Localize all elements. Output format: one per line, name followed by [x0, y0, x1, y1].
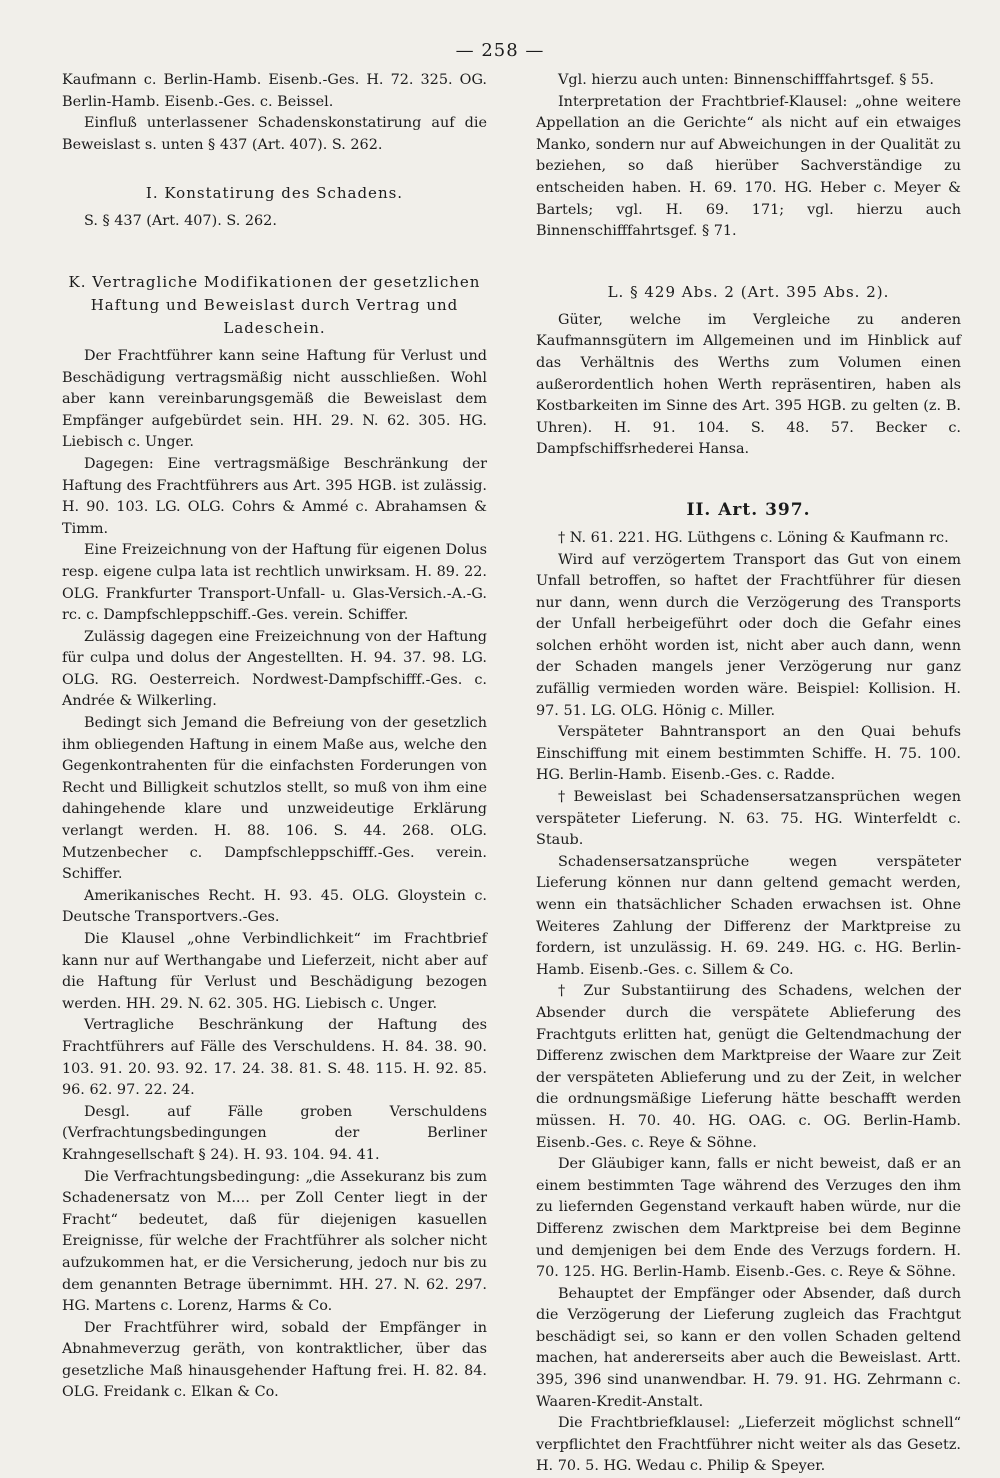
section-heading: L. § 429 Abs. 2 (Art. 395 Abs. 2). [607, 282, 890, 301]
section-heading: I. Konstatirung des Schadens. [145, 184, 404, 203]
left-column [62, 70, 487, 1404]
paragraph: Desgl. auf Fälle groben Verschuldens (Verfrachtungsbedingungen der Berliner Krahngesellschaft § 24). H. 93. 104. 94. 41. [62, 1103, 487, 1163]
paragraph: S. § 437 (Art. 407). S. 262. [84, 213, 277, 230]
paragraph: Bedingt sich Jemand die Befreiung von der gesetzlich ihm obliegenden Haftung in einem Maße aus, welche den Gegenkontrahenten für die einfachsten Forderungen von Recht und Billigkeit schutzlos stellt, so muß von ihm eine dahingehende klare und unzweideutige Erklärung verlangt werden. H. 88. 106. S. 44. 268. OLG. Mutzenbecher c. Dampfschleppschifff.-Ges. verein. Schiffer. [62, 715, 487, 883]
paragraph: † Zur Substantiirung des Schadens, welchen der Absender durch die verspätete Ablieferung des Frachtguts erlitten hat, genügt die Geltendmachung der Differenz zwischen dem Marktpreise der Waare zur Zeit der verspäteten Ablieferung und zu der Zeit, in welcher die ordnungsmäßige Lieferung hätte beschafft werden müssen. H. 70. 40. HG. OAG. c. OG. Berlin-Hamb. Eisenb.-Ges. c. Reye & Söhne. [536, 983, 961, 1151]
page-number: — 258 — [455, 40, 545, 61]
paragraph: Vgl. hierzu auch unten: Binnenschifffahrtsgef. § 55. [558, 72, 934, 88]
paragraph: Interpretation der Frachtbrief-Klausel: „ohne weitere Appellation an die Gerichte“ als nicht auf ein etwaiges Manko, sondern nur auf Abweichungen in der Qualität zu beziehen, so daß hierüber Sachverständige zu entscheiden haben. H. 69. 170. HG. Heber c. Meyer & Bartels; vgl. H. 69. 171; vgl. hierzu auch Binnenschifffahrtsgef. § 71. [536, 93, 961, 240]
paragraph: Zulässig dagegen eine Freizeichnung von der Haftung für culpa und dolus der Angestellten. H. 94. 37. 98. LG. OLG. RG. Oesterreich. Nordwest-Dampfschifff.-Ges. c. Andrée & Wilkerling. [62, 628, 487, 710]
paragraph: Der Gläubiger kann, falls er nicht beweist, daß er an einem bestimmten Tage während des Verzuges den ihm zu liefernden Gegenstand verkauft haben würde, nur die Differenz zwischen dem Marktpreise bei dem Beginne und demjenigen bei dem Ende des Verzugs fordern. H. 70. 125. HG. Berlin-Hamb. Eisenb.-Ges. c. Reye & Söhne. [536, 1156, 961, 1281]
paragraph: Vertragliche Beschränkung der Haftung des Frachtführers auf Fälle des Verschuldens. H. 84. 38. 90. 103. 91. 20. 93. 92. 17. 24. 38. 81. S. 48. 115. H. 92. 85. 96. 62. 97. 22. 24. [62, 1017, 487, 1099]
paragraph: Amerikanisches Recht. H. 93. 45. OLG. Gloystein c. Deutsche Transportvers.-Ges. [62, 887, 487, 926]
section-heading: II. Art. 397. [686, 499, 811, 520]
paragraph: Eine Freizeichnung von der Haftung für eigenen Dolus resp. eigene culpa lata ist rechtlich unwirksam. H. 89. 22. OLG. Frankfurter Transport-Unfall- u. Glas-Versich.-A.-G. rc. c. Dampfschleppschiff.-Ges. verein. Schiffer. [62, 542, 487, 624]
paragraph: Kaufmann c. Berlin-Hamb. Eisenb.-Ges. H. 72. 325. OG. Berlin-Hamb. Eisenb.-Ges. c. Beissel. [62, 72, 487, 110]
paragraph: Einfluß unterlassener Schadenskonstatirung auf die Beweislast s. unten § 437 (Art. 407). S. 262. [62, 115, 487, 153]
paragraph: Der Frachtführer wird, sobald der Empfänger in Abnahmeverzug geräth, von kontraktlicher, über das gesetzliche Maß hinausgehender Haftung frei. H. 82. 84. OLG. Freidank c. Elkan & Co. [62, 1319, 487, 1401]
spacer [536, 243, 961, 271]
section-heading: K. Vertragliche Modifikationen der gesetzlichen Haftung und Beweislast durch Vertrag und Ladeschein. [68, 272, 481, 337]
paragraph: Dagegen: Eine vertragsmäßige Beschränkung der Haftung des Frachtführers aus Art. 395 HGB. ist zulässig. H. 90. 103. LG. OLG. Cohrs & Ammé c. Abrahamsen & Timm. [62, 455, 487, 537]
paragraph: Die Frachtbriefklausel: „Lieferzeit möglichst schnell“ verpflichtet den Frachtführer nicht weiter als das Gesetz. H. 70. 5. HG. Wedau c. Philip & Speyer. [536, 1415, 961, 1475]
spacer [536, 461, 961, 489]
spacer [62, 233, 487, 261]
paragraph: †Beweislast bei Schadensersatzansprüchen wegen verspäteter Lieferung. N. 63. 75. HG. Winterfeldt c. Staub. [536, 789, 961, 849]
paragraph: Die Klausel „ohne Verbindlichkeit“ im Frachtbrief kann nur auf Werthangabe und Lieferzeit, nicht aber auf die Haftung für Verlust und Beschädigung bezogen werden. HH. 29. N. 62. 305. HG. Liebisch c. Unger. [62, 931, 487, 1012]
paragraph: Schadensersatzansprüche wegen verspäteter Lieferung können nur dann geltend gemacht werden, wenn ein thatsächlicher Schaden erwachsen ist. Ohne Weiteres Zahlung der Differenz der Marktpreise zu fordern, ist unzulässig. H. 69. 249. HG. c. HG. Berlin-Hamb. Eisenb.-Ges. c. Sillem & Co. [536, 853, 961, 978]
paragraph: Behauptet der Empfänger oder Absender, daß durch die Verzögerung der Lieferung zugleich das Frachtgut beschädigt sei, so kann er den vollen Schaden geltend machen, hat andererseits aber auch die Beweislast. Artt. 395, 396 sind unanwendbar. H. 79. 91. HG. Zehrmann c. Waaren-Kredit-Anstalt. [536, 1285, 961, 1410]
paragraph: † N. 61. 221. HG. Lüthgens c. Löning & Kaufmann rc. [558, 529, 949, 546]
spacer [62, 156, 487, 172]
paragraph: Der Frachtführer kann seine Haftung für Verlust und Beschädigung vertragsmäßig nicht ausschließen. Wohl aber kann vereinbarungsgemäß die Beweislast dem Empfänger aufgebürdet sein. HH. 29. N. 62. 305. HG. Liebisch c. Unger. [62, 347, 487, 451]
paragraph: Die Verfrachtungsbedingung: „die Assekuranz bis zum Schadenersatz von M.... per Zoll Center liegt in der Fracht“ bedeutet, daß für diejenigen kasuellen Ereignisse, für welche der Frachtführer als solcher nicht aufzukommen hat, er die Versicherung, jedoch nur bis zu dem genannten Betrage übernimmt. HH. 27. N. 62. 297. HG. Martens c. Lorenz, Harms & Co. [62, 1168, 487, 1315]
right-column [536, 70, 961, 1478]
paragraph: Güter, welche im Vergleiche zu anderen Kaufmannsgütern im Allgemeinen und im Hinblick auf das Verhältnis des Werths zum Volumen einen außerordentlich hohen Werth repräsentiren, haben als Kostbarkeiten im Sinne des Art. 395 HGB. zu gelten (z. B. Uhren). H. 91. 104. S. 48. 57. Becker c. Dampfschiffsrhederei Hansa. [536, 311, 961, 458]
paragraph: Wird auf verzögertem Transport das Gut von einem Unfall betroffen, so haftet der Frachtführer für diesen nur dann, wenn durch die Verzögerung des Transports der Unfall herbeigeführt oder doch die Gefahr eines solchen erhöht worden ist, nicht aber auch dann, wenn der Schaden mangels jener Verzögerung nur ganz zufällig vermieden worden wäre. Beispiel: Kollision. H. 97. 51. LG. OLG. Hönig c. Miller. [536, 551, 961, 719]
paragraph: Verspäteter Bahntransport an den Quai behufs Einschiffung mit einem bestimmten Schiffe. H. 75. 100. HG. Berlin-Hamb. Eisenb.-Ges. c. Radde. [536, 724, 961, 784]
